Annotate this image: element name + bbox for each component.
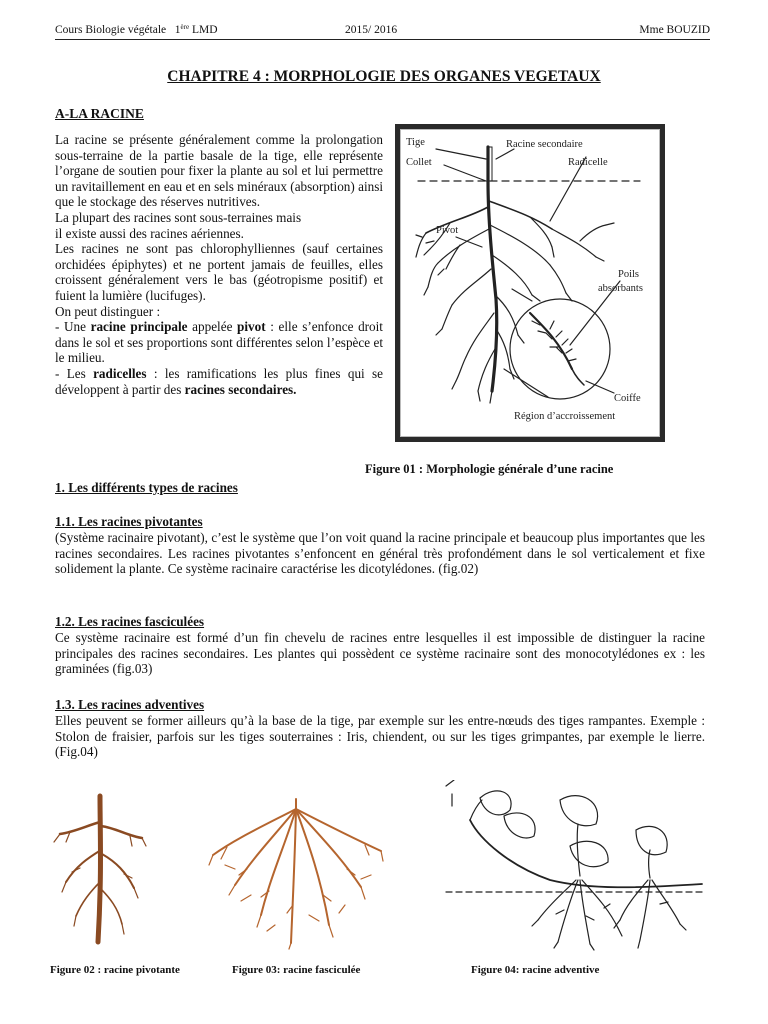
label-coiffe: Coiffe <box>614 393 641 404</box>
figure-04-caption: Figure 04: racine adventive <box>471 964 600 976</box>
figure-01-root-diagram <box>395 124 665 442</box>
header-year: 2015/ 2016 <box>345 24 398 36</box>
section-a-heading: A-LA RACINE <box>55 106 144 121</box>
section-1-1-heading: 1.1. Les racines pivotantes <box>55 514 203 529</box>
chapter-title: CHAPITRE 4 : MORPHOLOGIE DES ORGANES VEGETAUX <box>167 68 601 85</box>
section-1-3-text: Elles peuvent se former ailleurs qu’à la base de la tige, par exemple sur les entre-nœuds des tiges rampantes. Exemple : Stolon de fraisier, parfois sur les tiges souterraines : Iris, chiendent, ou sur les tiges grimpantes, par exemple le lierre. (Fig.04) <box>55 713 705 760</box>
section-1-1-text: (Système racinaire pivotant), c’est le système que l’on voit quand la racine principale et beaucoup plus importantes que les racines secondaires. Les racines pivotantes s’enfoncent en général très profondément dans le sol verticalement et fixe solidement la plante. Ce système racinaire caractérise les dicotylédones. (fig.02) <box>55 530 705 577</box>
figure-02-taproot-illustration <box>50 792 150 952</box>
page-header <box>55 24 710 40</box>
header-author: Mme BOUZID <box>639 24 710 36</box>
label-tige: Tige <box>406 137 425 148</box>
pointer-coiffe <box>586 381 614 393</box>
intro-p3: Les racines ne sont pas chlorophylliennes (sauf certaines orchidées épiphytes) et ne portent jamais de feuilles, elles croissent généralement vers le bas (géotropisme positif) et fuient la lumière (lucifuges). <box>55 241 383 303</box>
intro-p6: - Les radicelles : les ramifications les plus fines qui se développent à partir des racines secondaires. <box>55 365 383 397</box>
intro-p2b: il existe aussi des racines aériennes. <box>55 225 244 241</box>
pointer-collet <box>444 165 486 181</box>
intro-p2a: La plupart des racines sont sous-terraines mais <box>55 209 302 225</box>
intro-text <box>55 132 383 397</box>
intro-p1: La racine se présente généralement comme la prolongation sous-terraine de la partie basale de la tige, elle représente l’organe de soutien pour fixer la plante au sol et lui permettre un ravitaillement en eau et en sels minéraux (absorption) ainsi que le stockage des réserves nutritives. <box>55 132 383 210</box>
section-1-heading: 1. Les différents types de racines <box>55 480 238 495</box>
label-absorbants: absorbants <box>598 283 643 294</box>
figure-04-adventitious-illustration <box>440 780 710 952</box>
figure-03-caption: Figure 03: racine fasciculée <box>232 964 361 976</box>
label-poils: Poils <box>618 269 640 280</box>
intro-p4: On peut distinguer : <box>55 303 161 319</box>
label-pivot: Pivot <box>436 225 459 236</box>
figure-01-caption: Figure 01 : Morphologie générale d’une racine <box>365 462 614 476</box>
header-course: Cours Biologie végétale 1ère LMD <box>55 23 218 36</box>
figure-02-caption: Figure 02 : racine pivotante <box>50 964 180 976</box>
secondary-root-right <box>489 201 552 229</box>
label-radicelle: Radicelle <box>568 157 608 168</box>
figure-03-fibrous-illustration <box>205 795 387 950</box>
section-1-2-heading: 1.2. Les racines fasciculées <box>55 614 205 629</box>
pointer-racine-secondaire <box>496 149 514 159</box>
intro-p5: - Une racine principale appelée pivot : elle s’enfonce droit dans le sol et ses proportions sont différentes selon l’espèce et le milieu. <box>55 319 383 366</box>
label-region: Région d’accroissement <box>514 411 616 422</box>
pointer-tige <box>436 149 486 159</box>
section-1-3-heading: 1.3. Les racines adventives <box>55 697 205 712</box>
section-1-2-text: Ce système racinaire est formé d’un fin chevelu de racines entre lesquelles il est impossible de distinguer la racine principales des racines secondaires. Les plantes qui possèdent ce système racinaire sont des monocotylédones ex : les graminées (fig.03) <box>55 630 705 677</box>
label-collet: Collet <box>406 157 432 168</box>
label-racine-secondaire: Racine secondaire <box>506 139 583 150</box>
root-diagram-svg <box>400 129 660 437</box>
